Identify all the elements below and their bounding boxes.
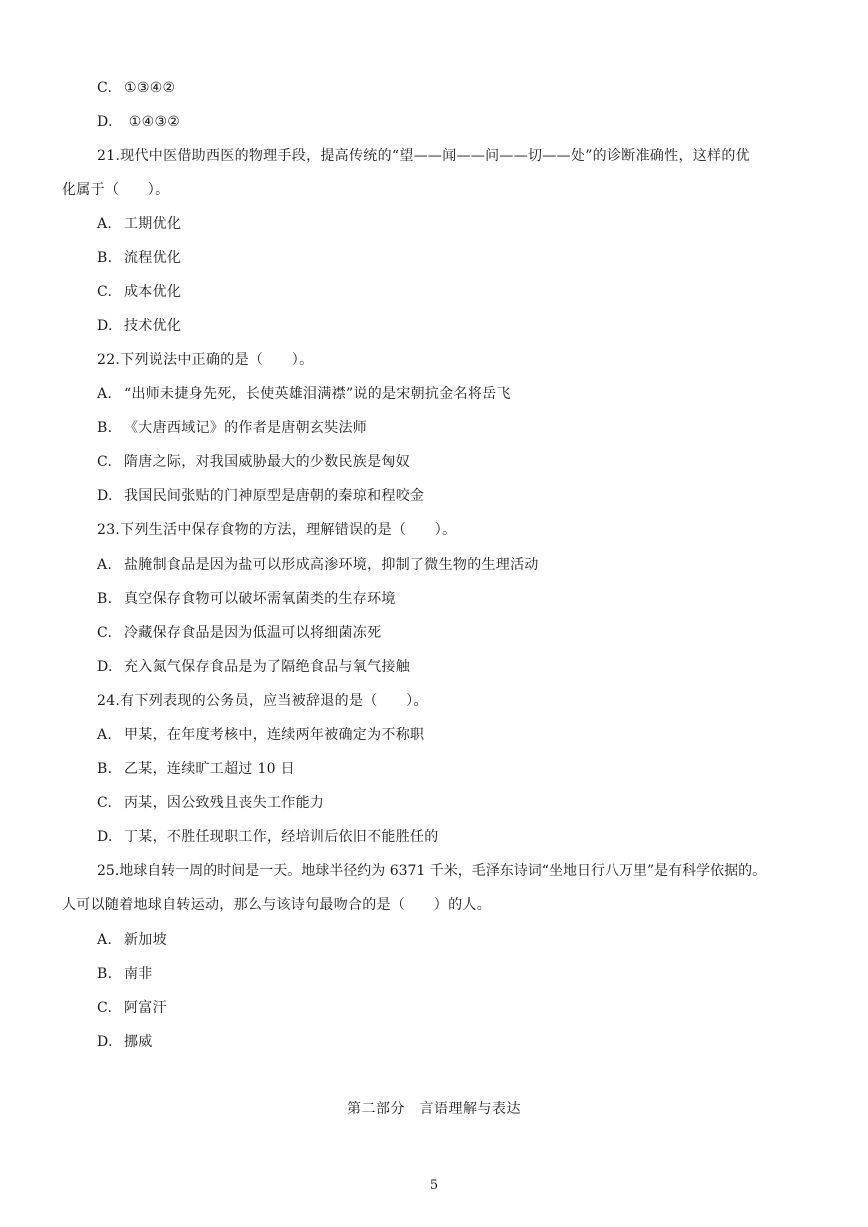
question-22-option-b bbox=[97, 418, 367, 438]
option-text: 我国民间张贴的门神原型是唐朝的秦琼和程咬金 bbox=[124, 488, 425, 504]
option-label: D. bbox=[97, 114, 113, 130]
option-label: A. bbox=[97, 727, 113, 743]
option-text: 成本优化 bbox=[124, 284, 182, 300]
question-23-option-a bbox=[97, 555, 539, 575]
option-label: D. bbox=[97, 829, 113, 845]
option-text: 乙某，连续旷工超过 10 日 bbox=[124, 761, 295, 777]
question-25-option-b bbox=[97, 964, 153, 984]
question-23-option-d bbox=[97, 657, 410, 677]
question-22-option-d bbox=[97, 486, 424, 506]
option-label: C. bbox=[97, 80, 113, 96]
option-label: D. bbox=[97, 318, 113, 334]
option-label: D. bbox=[97, 659, 113, 675]
question-21-stem-cont: 化属于（ ）。 bbox=[62, 182, 170, 198]
question-23-option-b bbox=[97, 589, 396, 609]
option-text: 流程优化 bbox=[124, 250, 182, 266]
question-23-option-c bbox=[97, 623, 381, 643]
option-text: 丙某，因公致残且丧失工作能力 bbox=[124, 795, 325, 811]
option-label: C. bbox=[97, 284, 113, 300]
option-label: B. bbox=[97, 591, 113, 607]
question-22-stem: 22.下列说法中正确的是（ ）。 bbox=[97, 352, 314, 368]
question-21-option-d bbox=[97, 316, 181, 336]
option-text: 《大唐西域记》的作者是唐朝玄奘法师 bbox=[124, 420, 368, 436]
question-24-stem: 24.有下列表现的公务员，应当被辞退的是（ ）。 bbox=[97, 693, 428, 709]
option-text: 丁某，不胜任现职工作，经培训后依旧不能胜任的 bbox=[124, 829, 439, 845]
option-label: C. bbox=[97, 795, 113, 811]
option-prev-d bbox=[97, 112, 180, 132]
option-text: 工期优化 bbox=[124, 216, 182, 232]
question-25-stem-cont: 人可以随着地球自转运动，那么与该诗句最吻合的是（ ）的人。 bbox=[62, 897, 491, 913]
option-label: A. bbox=[97, 216, 113, 232]
option-text: 技术优化 bbox=[124, 318, 182, 334]
question-24-option-c bbox=[97, 793, 324, 813]
option-text: 甲某，在年度考核中，连续两年被确定为不称职 bbox=[124, 727, 425, 743]
option-label: B. bbox=[97, 761, 113, 777]
question-25-stem: 25.地球自转一周的时间是一天。地球半径约为 6371 千米，毛泽东诗词“坐地日行八万里”是有科学依据的。 bbox=[97, 863, 767, 879]
option-text: 盐腌制食品是因为盐可以形成高渗环境，抑制了微生物的生理活动 bbox=[124, 557, 539, 573]
question-23-stem: 23.下列生活中保存食物的方法，理解错误的是（ ）。 bbox=[97, 522, 457, 538]
option-label: B. bbox=[97, 966, 113, 982]
option-label: B. bbox=[97, 250, 113, 266]
option-text: 隋唐之际，对我国威胁最大的少数民族是匈奴 bbox=[124, 454, 410, 470]
page-number: 5 bbox=[429, 1178, 439, 1193]
question-24-option-d bbox=[97, 827, 439, 847]
section-title: 第二部分 言语理解与表达 bbox=[347, 1101, 521, 1117]
question-22-option-c bbox=[97, 452, 410, 472]
option-text: 挪威 bbox=[124, 1034, 153, 1050]
option-prev-c bbox=[97, 78, 175, 98]
option-text: 充入氮气保存食品是为了隔绝食品与氧气接触 bbox=[124, 659, 410, 675]
question-21-option-c bbox=[97, 282, 181, 302]
option-text: 阿富汗 bbox=[124, 1000, 167, 1016]
option-text: 南非 bbox=[124, 966, 153, 982]
question-22-option-a bbox=[97, 384, 511, 404]
question-21-option-b bbox=[97, 248, 181, 268]
question-24-option-a bbox=[97, 725, 424, 745]
option-label: C. bbox=[97, 625, 113, 641]
option-text: 真空保存食物可以破坏需氧菌类的生存环境 bbox=[124, 591, 396, 607]
option-label: D. bbox=[97, 1034, 113, 1050]
question-24-option-b bbox=[97, 759, 295, 779]
question-21-stem: 21.现代中医借助西医的物理手段，提高传统的“望——闻——问——切——处”的诊断准确性，这样的优 bbox=[97, 148, 750, 164]
option-text: 新加坡 bbox=[124, 932, 167, 948]
question-21-option-a bbox=[97, 214, 181, 234]
option-text: 冷藏保存食品是因为低温可以将细菌冻死 bbox=[124, 625, 382, 641]
question-25-option-d bbox=[97, 1032, 153, 1052]
option-text: “出师未捷身先死，长使英雄泪满襟”说的是宋朝抗金名将岳飞 bbox=[124, 386, 511, 402]
option-label: C. bbox=[97, 454, 113, 470]
option-label: C. bbox=[97, 1000, 113, 1016]
option-label: D. bbox=[97, 488, 113, 504]
option-label: A. bbox=[97, 557, 113, 573]
option-label: A. bbox=[97, 932, 113, 948]
option-text: ①③④② bbox=[124, 80, 176, 96]
question-25-option-c bbox=[97, 998, 167, 1018]
question-25-option-a bbox=[97, 930, 167, 950]
option-label: B. bbox=[97, 420, 113, 436]
option-label: A. bbox=[97, 386, 113, 402]
option-text: ①④③② bbox=[124, 114, 181, 130]
